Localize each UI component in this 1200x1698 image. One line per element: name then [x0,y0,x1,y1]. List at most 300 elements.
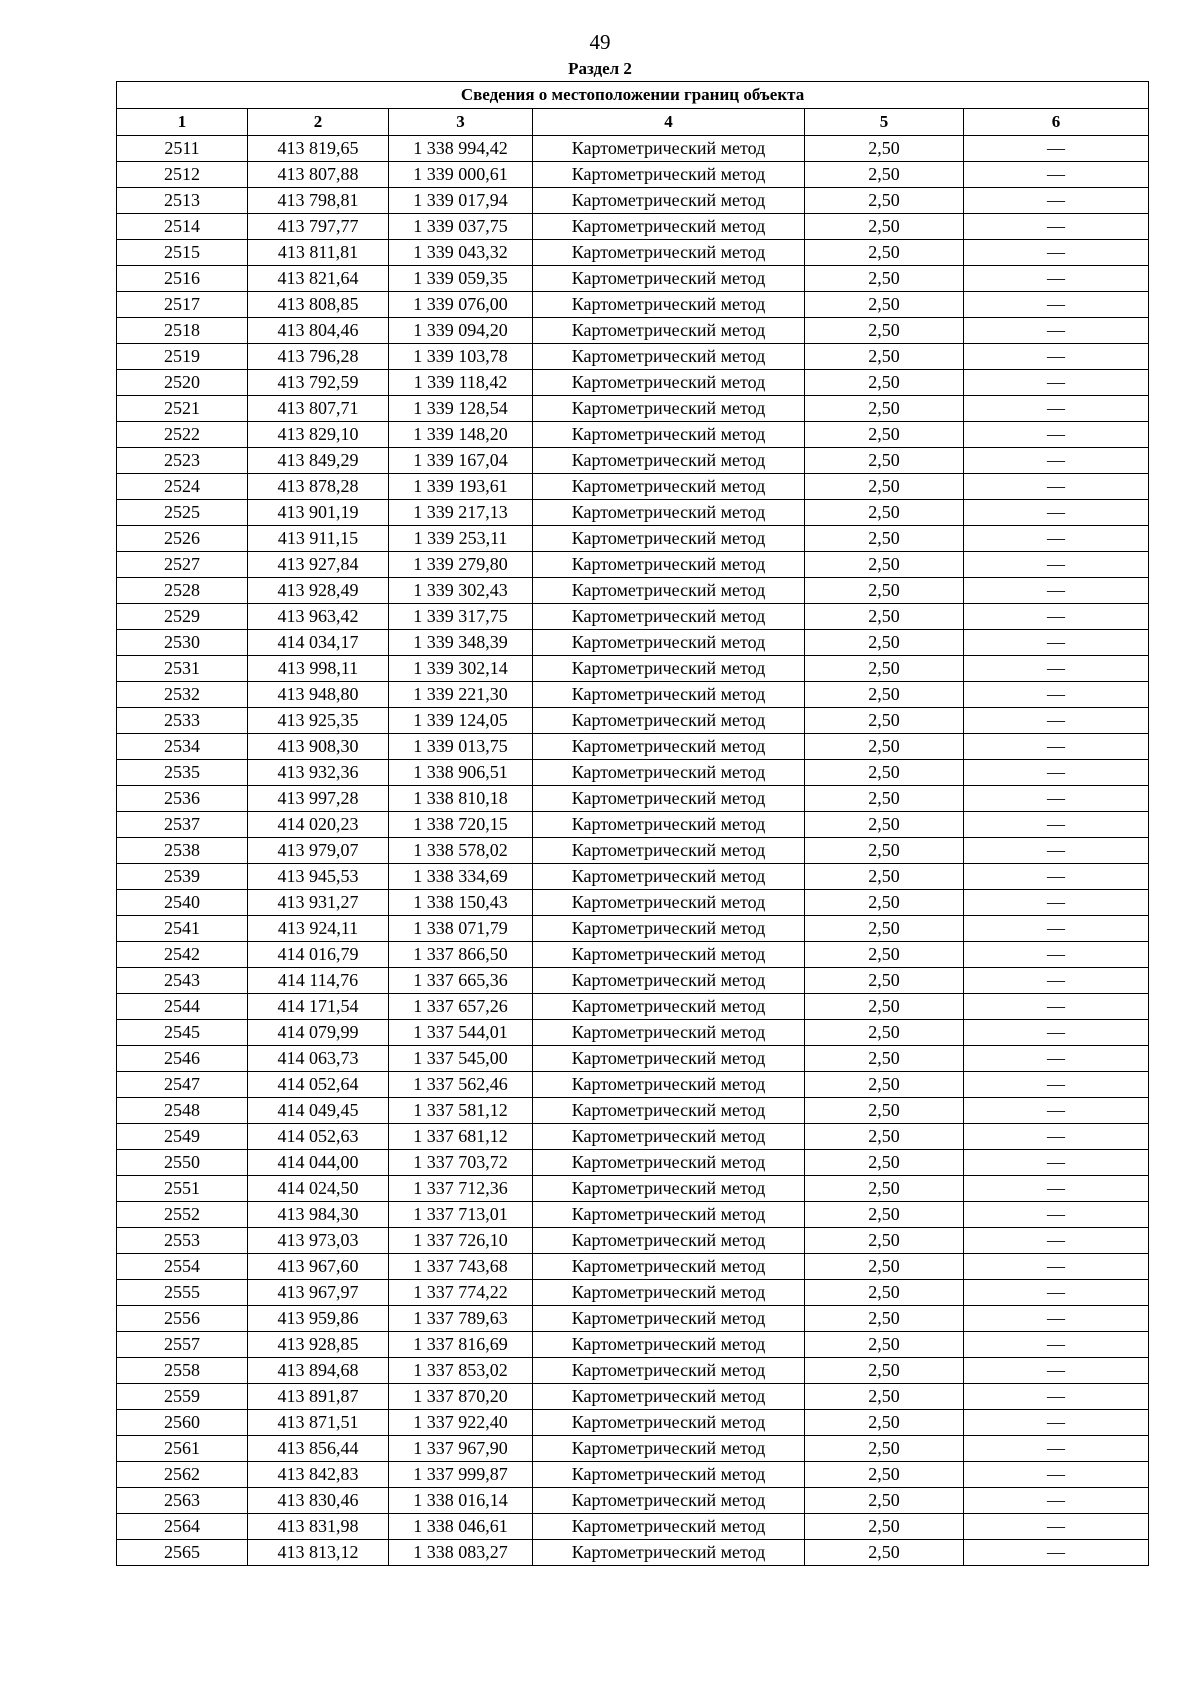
y-coordinate-cell: 1 337 703,72 [389,1150,533,1176]
x-coordinate-cell: 413 819,65 [248,136,389,162]
point-number-cell: 2539 [117,864,248,890]
x-coordinate-cell: 413 856,44 [248,1436,389,1462]
table-row [117,500,1149,526]
description-cell: — [964,188,1149,214]
y-coordinate-cell: 1 337 999,87 [389,1462,533,1488]
description-cell: — [964,448,1149,474]
y-coordinate-cell: 1 339 193,61 [389,474,533,500]
table-row [117,812,1149,838]
x-coordinate-cell: 413 871,51 [248,1410,389,1436]
table-row [117,1072,1149,1098]
method-cell: Картометрический метод [533,1358,805,1384]
method-cell: Картометрический метод [533,474,805,500]
y-coordinate-cell: 1 337 816,69 [389,1332,533,1358]
x-coordinate-cell: 413 831,98 [248,1514,389,1540]
x-coordinate-cell: 413 945,53 [248,864,389,890]
point-number-cell: 2549 [117,1124,248,1150]
accuracy-cell: 2,50 [805,1436,964,1462]
point-number-cell: 2522 [117,422,248,448]
accuracy-cell: 2,50 [805,1306,964,1332]
x-coordinate-cell: 414 079,99 [248,1020,389,1046]
accuracy-cell: 2,50 [805,916,964,942]
method-cell: Картометрический метод [533,344,805,370]
x-coordinate-cell: 413 911,15 [248,526,389,552]
table-row [117,1046,1149,1072]
description-cell: — [964,370,1149,396]
accuracy-cell: 2,50 [805,578,964,604]
table-row [117,604,1149,630]
method-cell: Картометрический метод [533,864,805,890]
description-cell: — [964,656,1149,682]
x-coordinate-cell: 413 908,30 [248,734,389,760]
x-coordinate-cell: 413 808,85 [248,292,389,318]
x-coordinate-cell: 413 932,36 [248,760,389,786]
column-header: 2 [248,109,389,136]
description-cell: — [964,136,1149,162]
section-title: Раздел 2 [568,59,632,78]
method-cell: Картометрический метод [533,604,805,630]
x-coordinate-cell: 414 020,23 [248,812,389,838]
table-row [117,1410,1149,1436]
table-row [117,1098,1149,1124]
description-cell: — [964,1202,1149,1228]
point-number-cell: 2512 [117,162,248,188]
accuracy-cell: 2,50 [805,1488,964,1514]
y-coordinate-cell: 1 339 017,94 [389,188,533,214]
point-number-cell: 2535 [117,760,248,786]
accuracy-cell: 2,50 [805,1202,964,1228]
y-coordinate-cell: 1 337 743,68 [389,1254,533,1280]
x-coordinate-cell: 413 967,60 [248,1254,389,1280]
table-row [117,422,1149,448]
description-cell: — [964,526,1149,552]
x-coordinate-cell: 413 997,28 [248,786,389,812]
table-caption-row [117,82,1149,109]
description-cell: — [964,1176,1149,1202]
point-number-cell: 2559 [117,1384,248,1410]
x-coordinate-cell: 414 114,76 [248,968,389,994]
table-row [117,1514,1149,1540]
description-cell: — [964,1254,1149,1280]
y-coordinate-cell: 1 338 720,15 [389,812,533,838]
method-cell: Картометрический метод [533,240,805,266]
table-row [117,1228,1149,1254]
point-number-cell: 2554 [117,1254,248,1280]
table-head [117,82,1149,136]
description-cell: — [964,552,1149,578]
table-row [117,552,1149,578]
point-number-cell: 2533 [117,708,248,734]
accuracy-cell: 2,50 [805,240,964,266]
x-coordinate-cell: 413 804,46 [248,318,389,344]
x-coordinate-cell: 413 796,28 [248,344,389,370]
description-cell: — [964,786,1149,812]
y-coordinate-cell: 1 337 544,01 [389,1020,533,1046]
accuracy-cell: 2,50 [805,1098,964,1124]
description-cell: — [964,630,1149,656]
x-coordinate-cell: 413 807,88 [248,162,389,188]
description-cell: — [964,578,1149,604]
point-number-cell: 2556 [117,1306,248,1332]
y-coordinate-cell: 1 338 334,69 [389,864,533,890]
y-coordinate-cell: 1 337 581,12 [389,1098,533,1124]
table-row [117,916,1149,942]
description-cell: — [964,1228,1149,1254]
method-cell: Картометрический метод [533,1436,805,1462]
description-cell: — [964,942,1149,968]
accuracy-cell: 2,50 [805,214,964,240]
method-cell: Картометрический метод [533,682,805,708]
description-cell: — [964,1540,1149,1566]
description-cell: — [964,1332,1149,1358]
description-cell: — [964,604,1149,630]
table-row [117,864,1149,890]
table-row [117,214,1149,240]
table-row [117,136,1149,162]
point-number-cell: 2525 [117,500,248,526]
boundary-coordinates-table [116,81,1149,1566]
x-coordinate-cell: 414 024,50 [248,1176,389,1202]
x-coordinate-cell: 413 931,27 [248,890,389,916]
point-number-cell: 2513 [117,188,248,214]
point-number-cell: 2515 [117,240,248,266]
point-number-cell: 2562 [117,1462,248,1488]
method-cell: Картометрический метод [533,292,805,318]
point-number-cell: 2514 [117,214,248,240]
column-header: 6 [964,109,1149,136]
description-cell: — [964,162,1149,188]
accuracy-cell: 2,50 [805,526,964,552]
x-coordinate-cell: 413 927,84 [248,552,389,578]
point-number-cell: 2542 [117,942,248,968]
y-coordinate-cell: 1 337 866,50 [389,942,533,968]
x-coordinate-cell: 414 063,73 [248,1046,389,1072]
point-number-cell: 2548 [117,1098,248,1124]
accuracy-cell: 2,50 [805,552,964,578]
accuracy-cell: 2,50 [805,1410,964,1436]
description-cell: — [964,812,1149,838]
x-coordinate-cell: 413 959,86 [248,1306,389,1332]
x-coordinate-cell: 413 829,10 [248,422,389,448]
description-cell: — [964,968,1149,994]
y-coordinate-cell: 1 337 712,36 [389,1176,533,1202]
accuracy-cell: 2,50 [805,1358,964,1384]
y-coordinate-cell: 1 337 870,20 [389,1384,533,1410]
method-cell: Картометрический метод [533,1488,805,1514]
point-number-cell: 2555 [117,1280,248,1306]
x-coordinate-cell: 413 967,97 [248,1280,389,1306]
method-cell: Картометрический метод [533,266,805,292]
accuracy-cell: 2,50 [805,812,964,838]
method-cell: Картометрический метод [533,318,805,344]
y-coordinate-cell: 1 337 789,63 [389,1306,533,1332]
description-cell: — [964,1358,1149,1384]
y-coordinate-cell: 1 339 148,20 [389,422,533,448]
y-coordinate-cell: 1 339 059,35 [389,266,533,292]
point-number-cell: 2540 [117,890,248,916]
table-row [117,448,1149,474]
method-cell: Картометрический метод [533,1384,805,1410]
y-coordinate-cell: 1 339 302,43 [389,578,533,604]
y-coordinate-cell: 1 339 317,75 [389,604,533,630]
x-coordinate-cell: 413 821,64 [248,266,389,292]
accuracy-cell: 2,50 [805,604,964,630]
method-cell: Картометрический метод [533,136,805,162]
accuracy-cell: 2,50 [805,292,964,318]
y-coordinate-cell: 1 339 037,75 [389,214,533,240]
method-cell: Картометрический метод [533,942,805,968]
accuracy-cell: 2,50 [805,422,964,448]
table-row [117,1488,1149,1514]
accuracy-cell: 2,50 [805,1280,964,1306]
point-number-cell: 2550 [117,1150,248,1176]
accuracy-cell: 2,50 [805,734,964,760]
x-coordinate-cell: 413 928,85 [248,1332,389,1358]
table-row [117,318,1149,344]
table-row [117,1280,1149,1306]
method-cell: Картометрический метод [533,552,805,578]
x-coordinate-cell: 414 034,17 [248,630,389,656]
y-coordinate-cell: 1 337 713,01 [389,1202,533,1228]
column-header: 1 [117,109,248,136]
y-coordinate-cell: 1 339 000,61 [389,162,533,188]
accuracy-cell: 2,50 [805,1020,964,1046]
x-coordinate-cell: 413 797,77 [248,214,389,240]
accuracy-cell: 2,50 [805,1254,964,1280]
accuracy-cell: 2,50 [805,1332,964,1358]
point-number-cell: 2560 [117,1410,248,1436]
point-number-cell: 2517 [117,292,248,318]
table-row [117,630,1149,656]
y-coordinate-cell: 1 339 043,32 [389,240,533,266]
point-number-cell: 2545 [117,1020,248,1046]
method-cell: Картометрический метод [533,890,805,916]
column-header: 5 [805,109,964,136]
y-coordinate-cell: 1 337 665,36 [389,968,533,994]
accuracy-cell: 2,50 [805,1072,964,1098]
method-cell: Картометрический метод [533,1462,805,1488]
accuracy-cell: 2,50 [805,1046,964,1072]
accuracy-cell: 2,50 [805,864,964,890]
method-cell: Картометрический метод [533,1176,805,1202]
table-row [117,656,1149,682]
x-coordinate-cell: 413 830,46 [248,1488,389,1514]
y-coordinate-cell: 1 338 046,61 [389,1514,533,1540]
y-coordinate-cell: 1 337 967,90 [389,1436,533,1462]
description-cell: — [964,1462,1149,1488]
description-cell: — [964,1280,1149,1306]
table-row [117,344,1149,370]
method-cell: Картометрический метод [533,1306,805,1332]
column-header-row [117,109,1149,136]
y-coordinate-cell: 1 337 681,12 [389,1124,533,1150]
method-cell: Картометрический метод [533,786,805,812]
method-cell: Картометрический метод [533,1150,805,1176]
point-number-cell: 2523 [117,448,248,474]
point-number-cell: 2557 [117,1332,248,1358]
method-cell: Картометрический метод [533,1098,805,1124]
point-number-cell: 2538 [117,838,248,864]
description-cell: — [964,214,1149,240]
table-row [117,1462,1149,1488]
method-cell: Картометрический метод [533,1228,805,1254]
point-number-cell: 2551 [117,1176,248,1202]
y-coordinate-cell: 1 339 103,78 [389,344,533,370]
accuracy-cell: 2,50 [805,656,964,682]
x-coordinate-cell: 413 878,28 [248,474,389,500]
y-coordinate-cell: 1 339 217,13 [389,500,533,526]
accuracy-cell: 2,50 [805,994,964,1020]
x-coordinate-cell: 413 891,87 [248,1384,389,1410]
method-cell: Картометрический метод [533,1332,805,1358]
accuracy-cell: 2,50 [805,266,964,292]
x-coordinate-cell: 413 792,59 [248,370,389,396]
description-cell: — [964,1072,1149,1098]
table-row [117,1124,1149,1150]
y-coordinate-cell: 1 337 562,46 [389,1072,533,1098]
point-number-cell: 2519 [117,344,248,370]
x-coordinate-cell: 413 948,80 [248,682,389,708]
point-number-cell: 2530 [117,630,248,656]
method-cell: Картометрический метод [533,188,805,214]
x-coordinate-cell: 413 807,71 [248,396,389,422]
method-cell: Картометрический метод [533,1202,805,1228]
table-row [117,708,1149,734]
description-cell: — [964,734,1149,760]
description-cell: — [964,474,1149,500]
description-cell: — [964,1384,1149,1410]
table-row [117,526,1149,552]
method-cell: Картометрический метод [533,1124,805,1150]
x-coordinate-cell: 413 984,30 [248,1202,389,1228]
point-number-cell: 2541 [117,916,248,942]
table-row [117,734,1149,760]
x-coordinate-cell: 413 811,81 [248,240,389,266]
accuracy-cell: 2,50 [805,630,964,656]
accuracy-cell: 2,50 [805,1150,964,1176]
table-row [117,942,1149,968]
description-cell: — [964,994,1149,1020]
table-row [117,890,1149,916]
description-cell: — [964,396,1149,422]
method-cell: Картометрический метод [533,1046,805,1072]
method-cell: Картометрический метод [533,812,805,838]
table-row [117,968,1149,994]
accuracy-cell: 2,50 [805,162,964,188]
accuracy-cell: 2,50 [805,1384,964,1410]
table-row [117,1540,1149,1566]
y-coordinate-cell: 1 339 253,11 [389,526,533,552]
x-coordinate-cell: 413 894,68 [248,1358,389,1384]
accuracy-cell: 2,50 [805,682,964,708]
method-cell: Картометрический метод [533,994,805,1020]
x-coordinate-cell: 413 925,35 [248,708,389,734]
description-cell: — [964,1046,1149,1072]
accuracy-cell: 2,50 [805,1462,964,1488]
method-cell: Картометрический метод [533,578,805,604]
method-cell: Картометрический метод [533,1072,805,1098]
x-coordinate-cell: 414 049,45 [248,1098,389,1124]
method-cell: Картометрический метод [533,526,805,552]
y-coordinate-cell: 1 338 083,27 [389,1540,533,1566]
table-row [117,760,1149,786]
x-coordinate-cell: 414 171,54 [248,994,389,1020]
description-cell: — [964,708,1149,734]
table-row [117,1202,1149,1228]
y-coordinate-cell: 1 337 853,02 [389,1358,533,1384]
method-cell: Картометрический метод [533,422,805,448]
y-coordinate-cell: 1 339 221,30 [389,682,533,708]
point-number-cell: 2526 [117,526,248,552]
accuracy-cell: 2,50 [805,136,964,162]
page-number: 49 [589,30,611,54]
method-cell: Картометрический метод [533,396,805,422]
description-cell: — [964,1488,1149,1514]
point-number-cell: 2537 [117,812,248,838]
table-row [117,1384,1149,1410]
x-coordinate-cell: 413 849,29 [248,448,389,474]
method-cell: Картометрический метод [533,760,805,786]
point-number-cell: 2527 [117,552,248,578]
y-coordinate-cell: 1 338 016,14 [389,1488,533,1514]
accuracy-cell: 2,50 [805,370,964,396]
accuracy-cell: 2,50 [805,942,964,968]
y-coordinate-cell: 1 337 657,26 [389,994,533,1020]
point-number-cell: 2529 [117,604,248,630]
accuracy-cell: 2,50 [805,344,964,370]
method-cell: Картометрический метод [533,734,805,760]
x-coordinate-cell: 413 901,19 [248,500,389,526]
y-coordinate-cell: 1 339 348,39 [389,630,533,656]
accuracy-cell: 2,50 [805,838,964,864]
description-cell: — [964,240,1149,266]
method-cell: Картометрический метод [533,448,805,474]
y-coordinate-cell: 1 337 726,10 [389,1228,533,1254]
point-number-cell: 2564 [117,1514,248,1540]
y-coordinate-cell: 1 339 128,54 [389,396,533,422]
description-cell: — [964,500,1149,526]
method-cell: Картометрический метод [533,500,805,526]
table-row [117,1436,1149,1462]
y-coordinate-cell: 1 339 118,42 [389,370,533,396]
description-cell: — [964,838,1149,864]
x-coordinate-cell: 413 928,49 [248,578,389,604]
table-row [117,240,1149,266]
x-coordinate-cell: 414 052,64 [248,1072,389,1098]
accuracy-cell: 2,50 [805,500,964,526]
method-cell: Картометрический метод [533,1254,805,1280]
method-cell: Картометрический метод [533,968,805,994]
description-cell: — [964,682,1149,708]
column-header: 3 [389,109,533,136]
method-cell: Картометрический метод [533,656,805,682]
table-row [117,578,1149,604]
accuracy-cell: 2,50 [805,318,964,344]
description-cell: — [964,1410,1149,1436]
method-cell: Картометрический метод [533,1020,805,1046]
table-row [117,994,1149,1020]
y-coordinate-cell: 1 338 150,43 [389,890,533,916]
x-coordinate-cell: 413 924,11 [248,916,389,942]
y-coordinate-cell: 1 338 994,42 [389,136,533,162]
x-coordinate-cell: 414 016,79 [248,942,389,968]
accuracy-cell: 2,50 [805,968,964,994]
accuracy-cell: 2,50 [805,474,964,500]
accuracy-cell: 2,50 [805,890,964,916]
point-number-cell: 2561 [117,1436,248,1462]
point-number-cell: 2546 [117,1046,248,1072]
accuracy-cell: 2,50 [805,1228,964,1254]
